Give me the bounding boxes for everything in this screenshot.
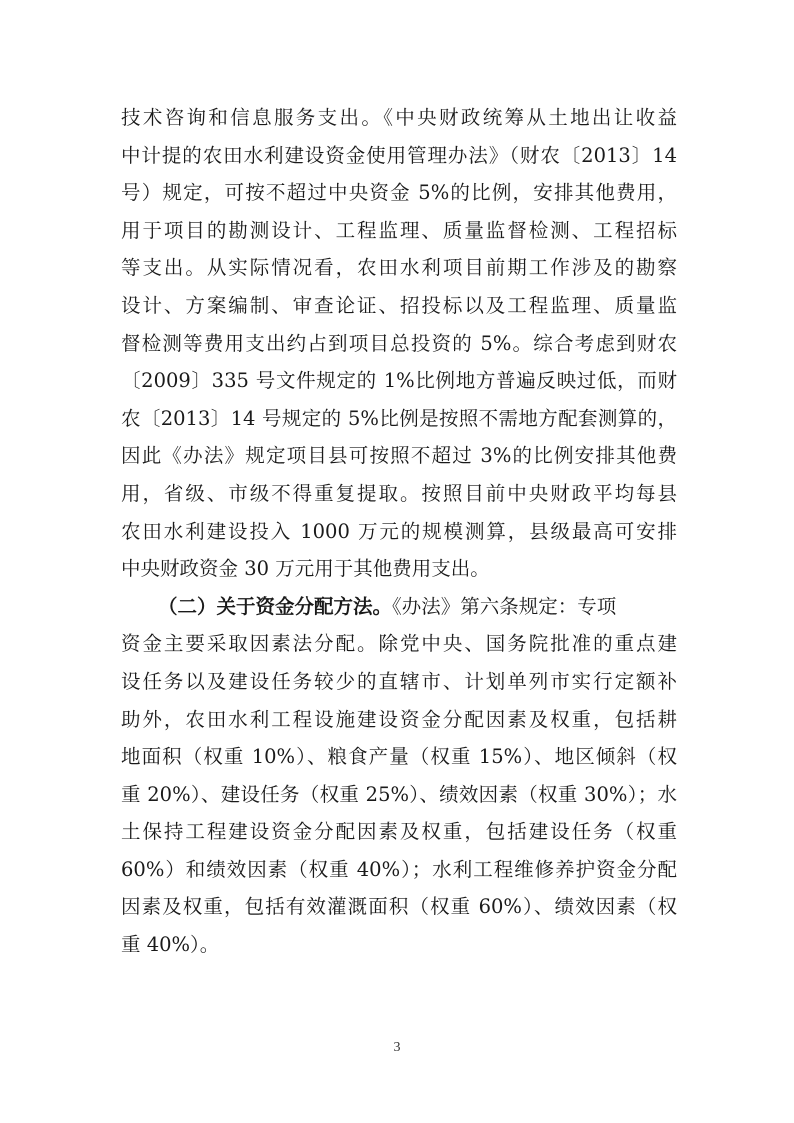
section-line-6: 土保持工程建设资金分配因素及权重，包括建设任务（权重 (121, 820, 677, 844)
section-heading: （二）关于资金分配方法。 (158, 594, 393, 618)
paragraph-line-8: 〔2009〕335 号文件规定的 1%比例地方普遍反映过低，而财 (121, 369, 677, 393)
paragraph-line-13: 中央财政资金 30 万元用于其他费用支出。 (121, 557, 490, 581)
section-line-3: 助外，农田水利工程设施建设资金分配因素及权重，包括耕 (121, 707, 677, 731)
section-line-8: 因素及权重，包括有效灌溉面积（权重 60%）、绩效因素（权 (121, 895, 677, 919)
paragraph-line-10: 因此《办法》规定项目县可按照不超过 3%的比例安排其他费 (121, 444, 677, 468)
section-first-line (121, 588, 677, 626)
page-number: 3 (393, 1040, 401, 1055)
paragraph-line-12: 农田水利建设投入 1000 万元的规模测算，县级最高可安排 (121, 519, 677, 543)
document-body (121, 99, 677, 964)
paragraph-line-5: 等支出。从实际情况看，农田水利项目前期工作涉及的勘察 (121, 256, 677, 280)
paragraph-line-9: 农〔2013〕14 号规定的 5%比例是按照不需地方配套测算的， (121, 406, 677, 430)
paragraph-line-4: 用于项目的勘测设计、工程监理、质量监督检测、工程招标 (121, 218, 677, 242)
paragraph-line-3: 号）规定，可按不超过中央资金 5%的比例，安排其他费用， (121, 181, 677, 205)
paragraph-line-6: 设计、方案编制、审查论证、招投标以及工程监理、质量监 (121, 293, 677, 317)
section-line-5: 重 20%）、建设任务（权重 25%）、绩效因素（权重 30%）；水 (121, 782, 677, 806)
section-line-7: 60%）和绩效因素（权重 40%）；水利工程维修养护资金分配 (121, 857, 677, 881)
section-line-9: 重 40%）。 (121, 933, 220, 957)
paragraph-line-1: 技术咨询和信息服务支出。《中央财政统筹从土地出让收益 (121, 106, 677, 129)
section-first-line-text: 《办法》第六条规定：专项 (392, 594, 617, 618)
paragraph-line-7: 督检测等费用支出约占到项目总投资的 5%。综合考虑到财农 (121, 331, 677, 355)
paragraph-line-11: 用，省级、市级不得重复提取。按照目前中央财政平均每县 (121, 481, 677, 505)
paragraph-line-2: 中计提的农田水利建设资金使用管理办法》（财农〔2013〕14 (121, 143, 677, 167)
section-line-1: 资金主要采取因素法分配。除党中央、国务院批准的重点建 (121, 632, 677, 656)
section-line-2: 设任务以及建设任务较少的直辖市、计划单列市实行定额补 (121, 669, 677, 693)
section-line-4: 地面积（权重 10%）、粮食产量（权重 15%）、地区倾斜（权 (121, 745, 677, 769)
